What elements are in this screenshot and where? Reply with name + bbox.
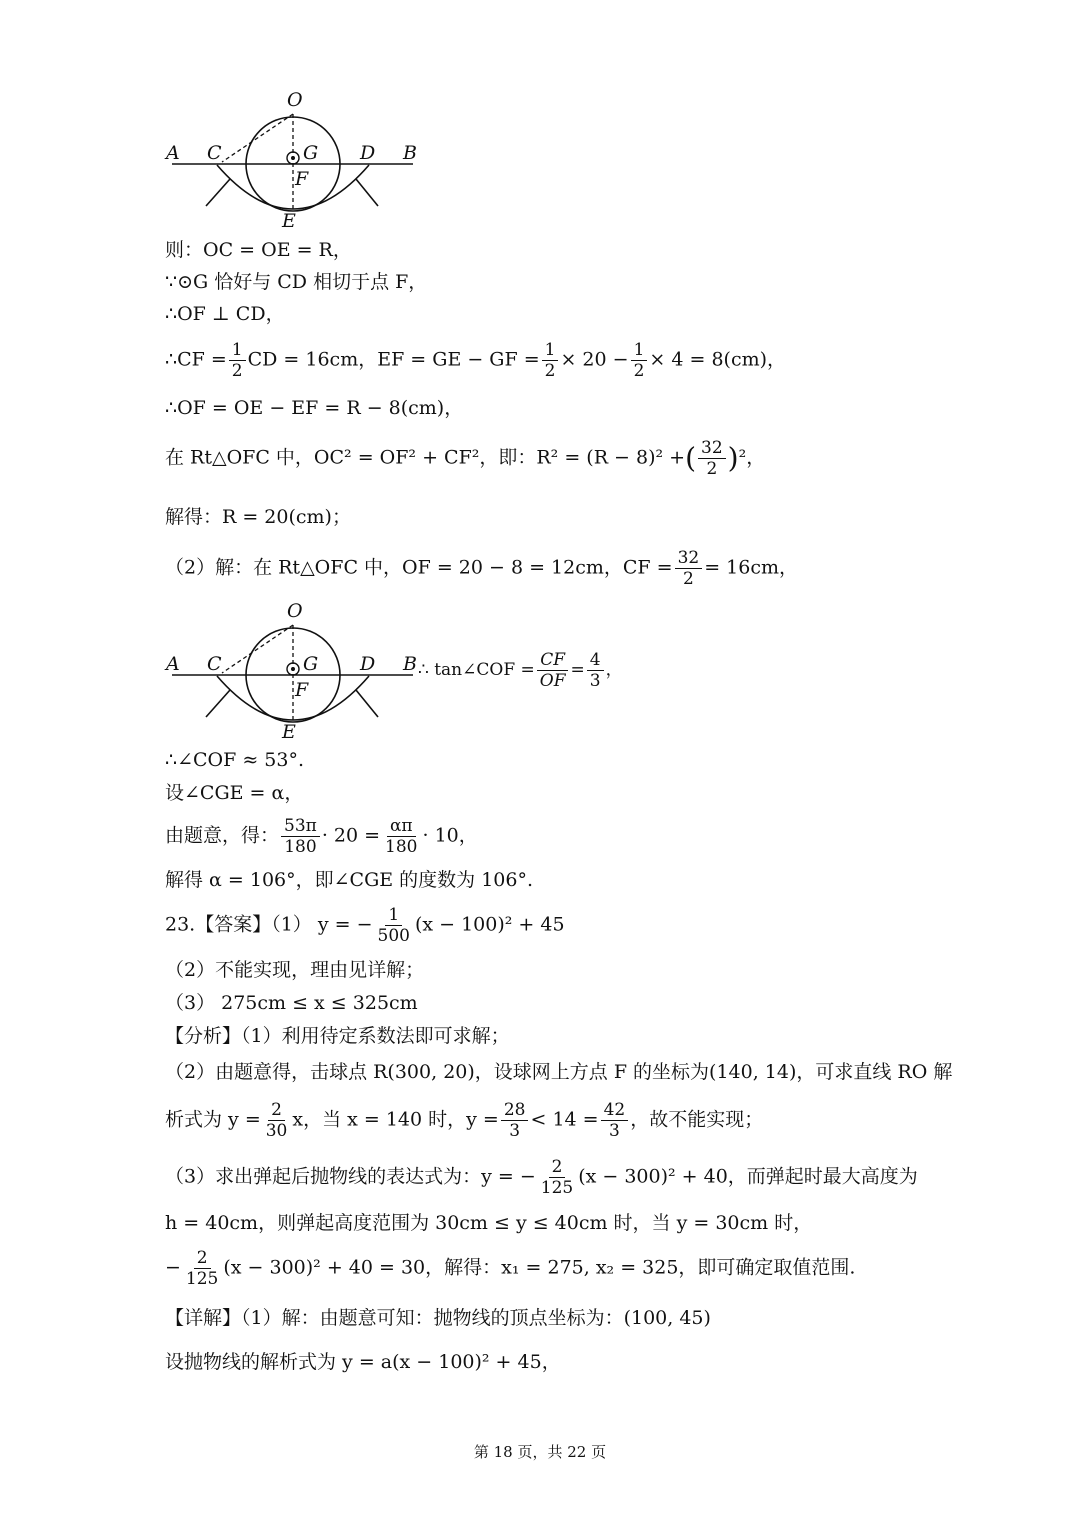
line-2: ∵⊙G 恰好与 CD 相切于点 F，	[165, 271, 428, 293]
line-20: （3）求出弹起后抛物线的表达式为：y = − $\frac{2}{125}$ (x − 300)² + 40，而弹起时最大高度为	[165, 1157, 918, 1198]
line-16: （3） 275cm ≤ x ≤ 325cm	[165, 992, 418, 1014]
line-3: ∴OF ⊥ CD，	[165, 303, 285, 325]
label-g: G	[303, 142, 319, 164]
line-18: （2）由题意得，击球点 R(300, 20)，设球网上方点 F 的坐标为(140, 14)，可求直线 RO 解	[165, 1061, 953, 1083]
label-d: D	[360, 653, 376, 675]
circle-figure-2	[160, 596, 430, 744]
label-b: B	[403, 142, 417, 164]
line-17: 【分析】（1）利用待定系数法即可求解；	[165, 1025, 510, 1047]
line-10: ∴∠COF ≈ 53°.	[165, 749, 305, 771]
line-8: （2）解：在 Rt△OFC 中，OF = 20 − 8 = 12cm，CF = $\frac{32}{2}$ = 16cm，	[165, 548, 798, 589]
line-23: 【详解】（1）解：由题意可知：抛物线的顶点坐标为：(100, 45)	[165, 1307, 711, 1329]
line-24: 设抛物线的解析式为 y = a(x − 100)² + 45，	[165, 1351, 561, 1373]
label-o: O	[287, 89, 303, 111]
label-e: E	[282, 721, 296, 743]
line-15: （2）不能实现，理由见详解；	[165, 959, 425, 981]
label-f: F	[295, 168, 309, 190]
label-a: A	[166, 142, 180, 164]
line-1: 则：OC = OE = R，	[165, 239, 352, 261]
label-o: O	[287, 600, 303, 622]
page-footer: 第 18 页，共 22 页	[473, 1443, 607, 1461]
line-13: 解得 α = 106°，即∠CGE 的度数为 106°.	[165, 869, 534, 891]
label-c: C	[207, 142, 222, 164]
line-21: h = 40cm，则弹起高度范围为 30cm ≤ y ≤ 40cm 时，当 y = 30cm 时，	[165, 1212, 813, 1234]
line-11: 设∠CGE = α，	[165, 782, 304, 804]
line-12: 由题意，得： $\frac{53\pi}{180}$ · 20 = $\frac{\alpha\pi}{180}$ · 10，	[165, 816, 478, 857]
line-9: ∴ tan∠COF = $\frac{CF}{OF}$ = $\frac{4}{3}$ ，	[418, 650, 623, 691]
label-d: D	[360, 142, 376, 164]
label-g: G	[303, 653, 319, 675]
label-f: F	[295, 679, 309, 701]
label-b: B	[403, 653, 417, 675]
label-e: E	[282, 210, 296, 232]
line-4: ∴CF = $\frac{1}{2}$ CD = 16cm，EF = GE − GF = $\frac{1}{2}$ × 20 − $\frac{1}{2}$ × 4 = 8(cm)，	[165, 340, 787, 381]
line-22: − $\frac{2}{125}$ (x − 300)² + 40 = 30，解得：x₁ = 275, x₂ = 325，即可确定取值范围.	[165, 1248, 856, 1289]
line-6: 在 Rt△OFC 中，OC² = OF² + CF²，即：R² = (R − 8)² +( $\frac{32}{2}$ )²，	[165, 438, 766, 479]
line-14: 23.【答案】（1） y = − $\frac{1}{500}$ (x − 100)² + 45	[165, 905, 565, 946]
label-c: C	[207, 653, 222, 675]
line-5: ∴OF = OE − EF = R − 8(cm)，	[165, 397, 464, 419]
line-7: 解得：R = 20(cm)；	[165, 506, 351, 528]
line-19: 析式为 y = $\frac{2}{30}$ x，当 x = 140 时，y = $\frac{28}{3}$ < 14 = $\frac{42}{3}$ ，故不能实现；	[165, 1100, 764, 1141]
label-a: A	[166, 653, 180, 675]
circle-figure-1	[160, 85, 430, 233]
